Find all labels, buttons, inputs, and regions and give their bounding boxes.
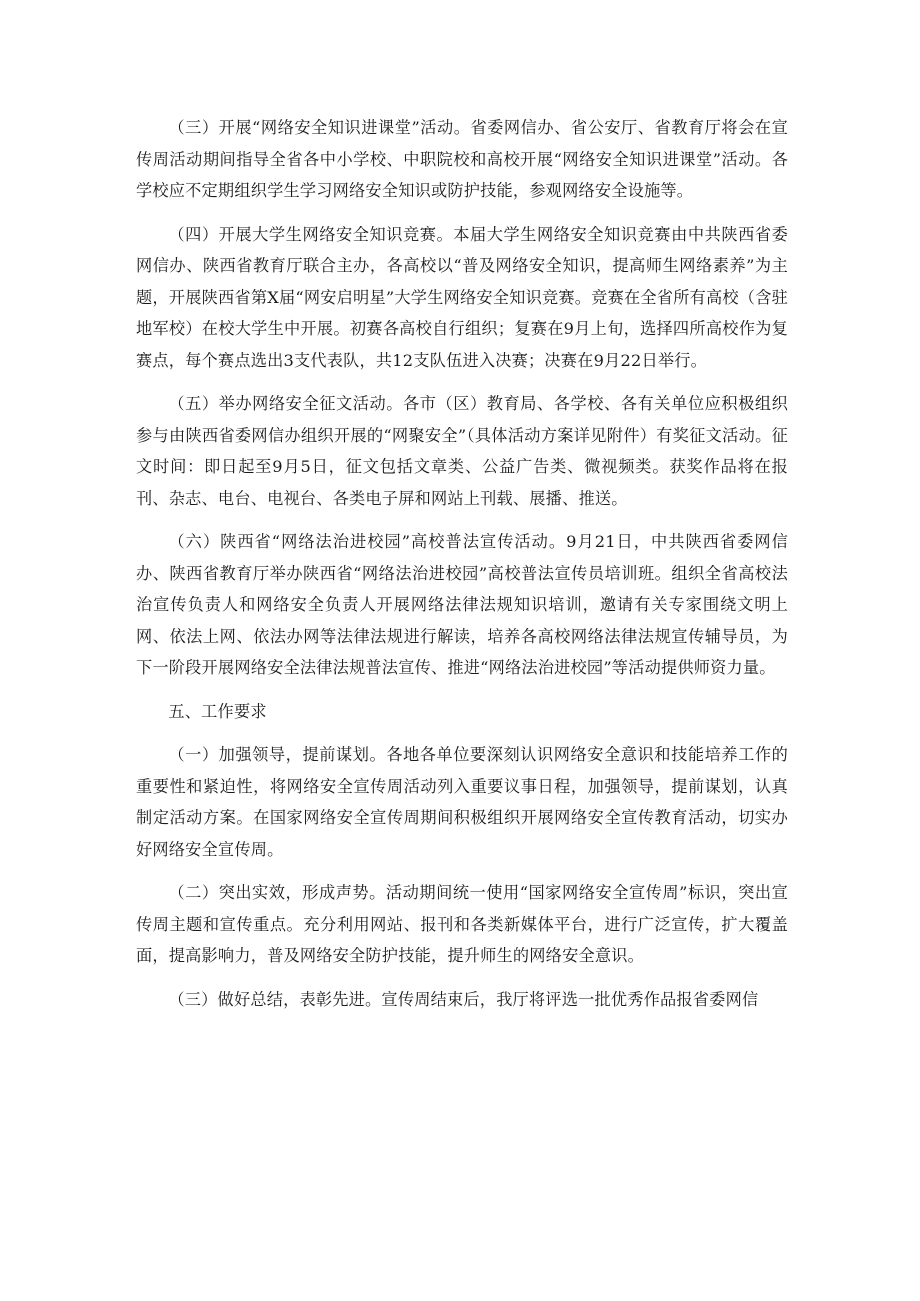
section-heading: 五、工作要求 bbox=[168, 701, 267, 721]
paragraph-activity-4: （四）开展大学生网络安全知识竞赛。本届大学生网络安全知识竞赛由中共陕西省委网信办、陕西省教育厅联合主办，各高校以“普及网络安全知识，提高师生网络素养”为主题，开展陕西省第X届“网安启明星”大学生网络安全知识竞赛。竞赛在全省所有高校（含驻地军校）在校大学生中开展。初赛各高校自行组织；复赛在9月上旬，选择四所高校作为复赛点，每个赛点选出3支代表队，共12支队伍进入决赛；决赛在9月22日举行。 bbox=[136, 224, 788, 370]
paragraph-requirement-1: （一）加强领导，提前谋划。各地各单位要深刻认识网络安全意识和技能培养工作的重要性和紧迫性，将网络安全宣传周活动列入重要议事日程，加强领导，提前谋划，认真制定活动方案。在国家网络安全宣传周期间积极组织开展网络安全宣传教育活动，切实办好网络安全宣传周。 bbox=[136, 745, 788, 859]
paragraph-activity-3: （三）开展“网络安全知识进课堂”活动。省委网信办、省公安厅、省教育厅将会在宣传周活动期间指导全省各中小学校、中职院校和高校开展“网络安全知识进课堂”活动。各学校应不定期组织学生学习网络安全知识或防护技能，参观网络安全设施等。 bbox=[136, 118, 788, 200]
paragraph-requirement-2: （二）突出实效，形成声势。活动期间统一使用“国家网络安全宣传周”标识，突出宣传周主题和宣传重点。充分利用网站、报刊和各类新媒体平台，进行广泛宣传，扩大覆盖面，提高影响力，普及网络安全防护技能，提升师生的网络安全意识。 bbox=[136, 883, 788, 965]
document-page bbox=[136, 112, 788, 1027]
paragraph-requirement-3: （三）做好总结，表彰先进。宣传周结束后，我厅将评选一批优秀作品报省委网信 bbox=[168, 989, 759, 1009]
paragraph-activity-5: （五）举办网络安全征文活动。各市（区）教育局、各学校、各有关单位应积极组织参与由陕西省委网信办组织开展的“网聚安全”（具体活动方案详见附件）有奖征文活动。征文时间：即日起至9月5日，征文包括文章类、公益广告类、微视频类。获奖作品将在报刊、杂志、电台、电视台、各类电子屏和网站上刊载、展播、推送。 bbox=[136, 394, 788, 508]
paragraph-activity-6: （六）陕西省“网络法治进校园”高校普法宣传活动。9月21日，中共陕西省委网信办、陕西省教育厅举办陕西省“网络法治进校园”高校普法宣传员培训班。组织全省高校法治宣传负责人和网络安全负责人开展网络法律法规知识培训，邀请有关专家围绕文明上网、依法上网、依法办网等法律法规进行解读，培养各高校网络法律法规宣传辅导员，为下一阶段开展网络安全法律法规普法宣传、推进“网络法治进校园”等活动提供师资力量。 bbox=[136, 532, 788, 677]
